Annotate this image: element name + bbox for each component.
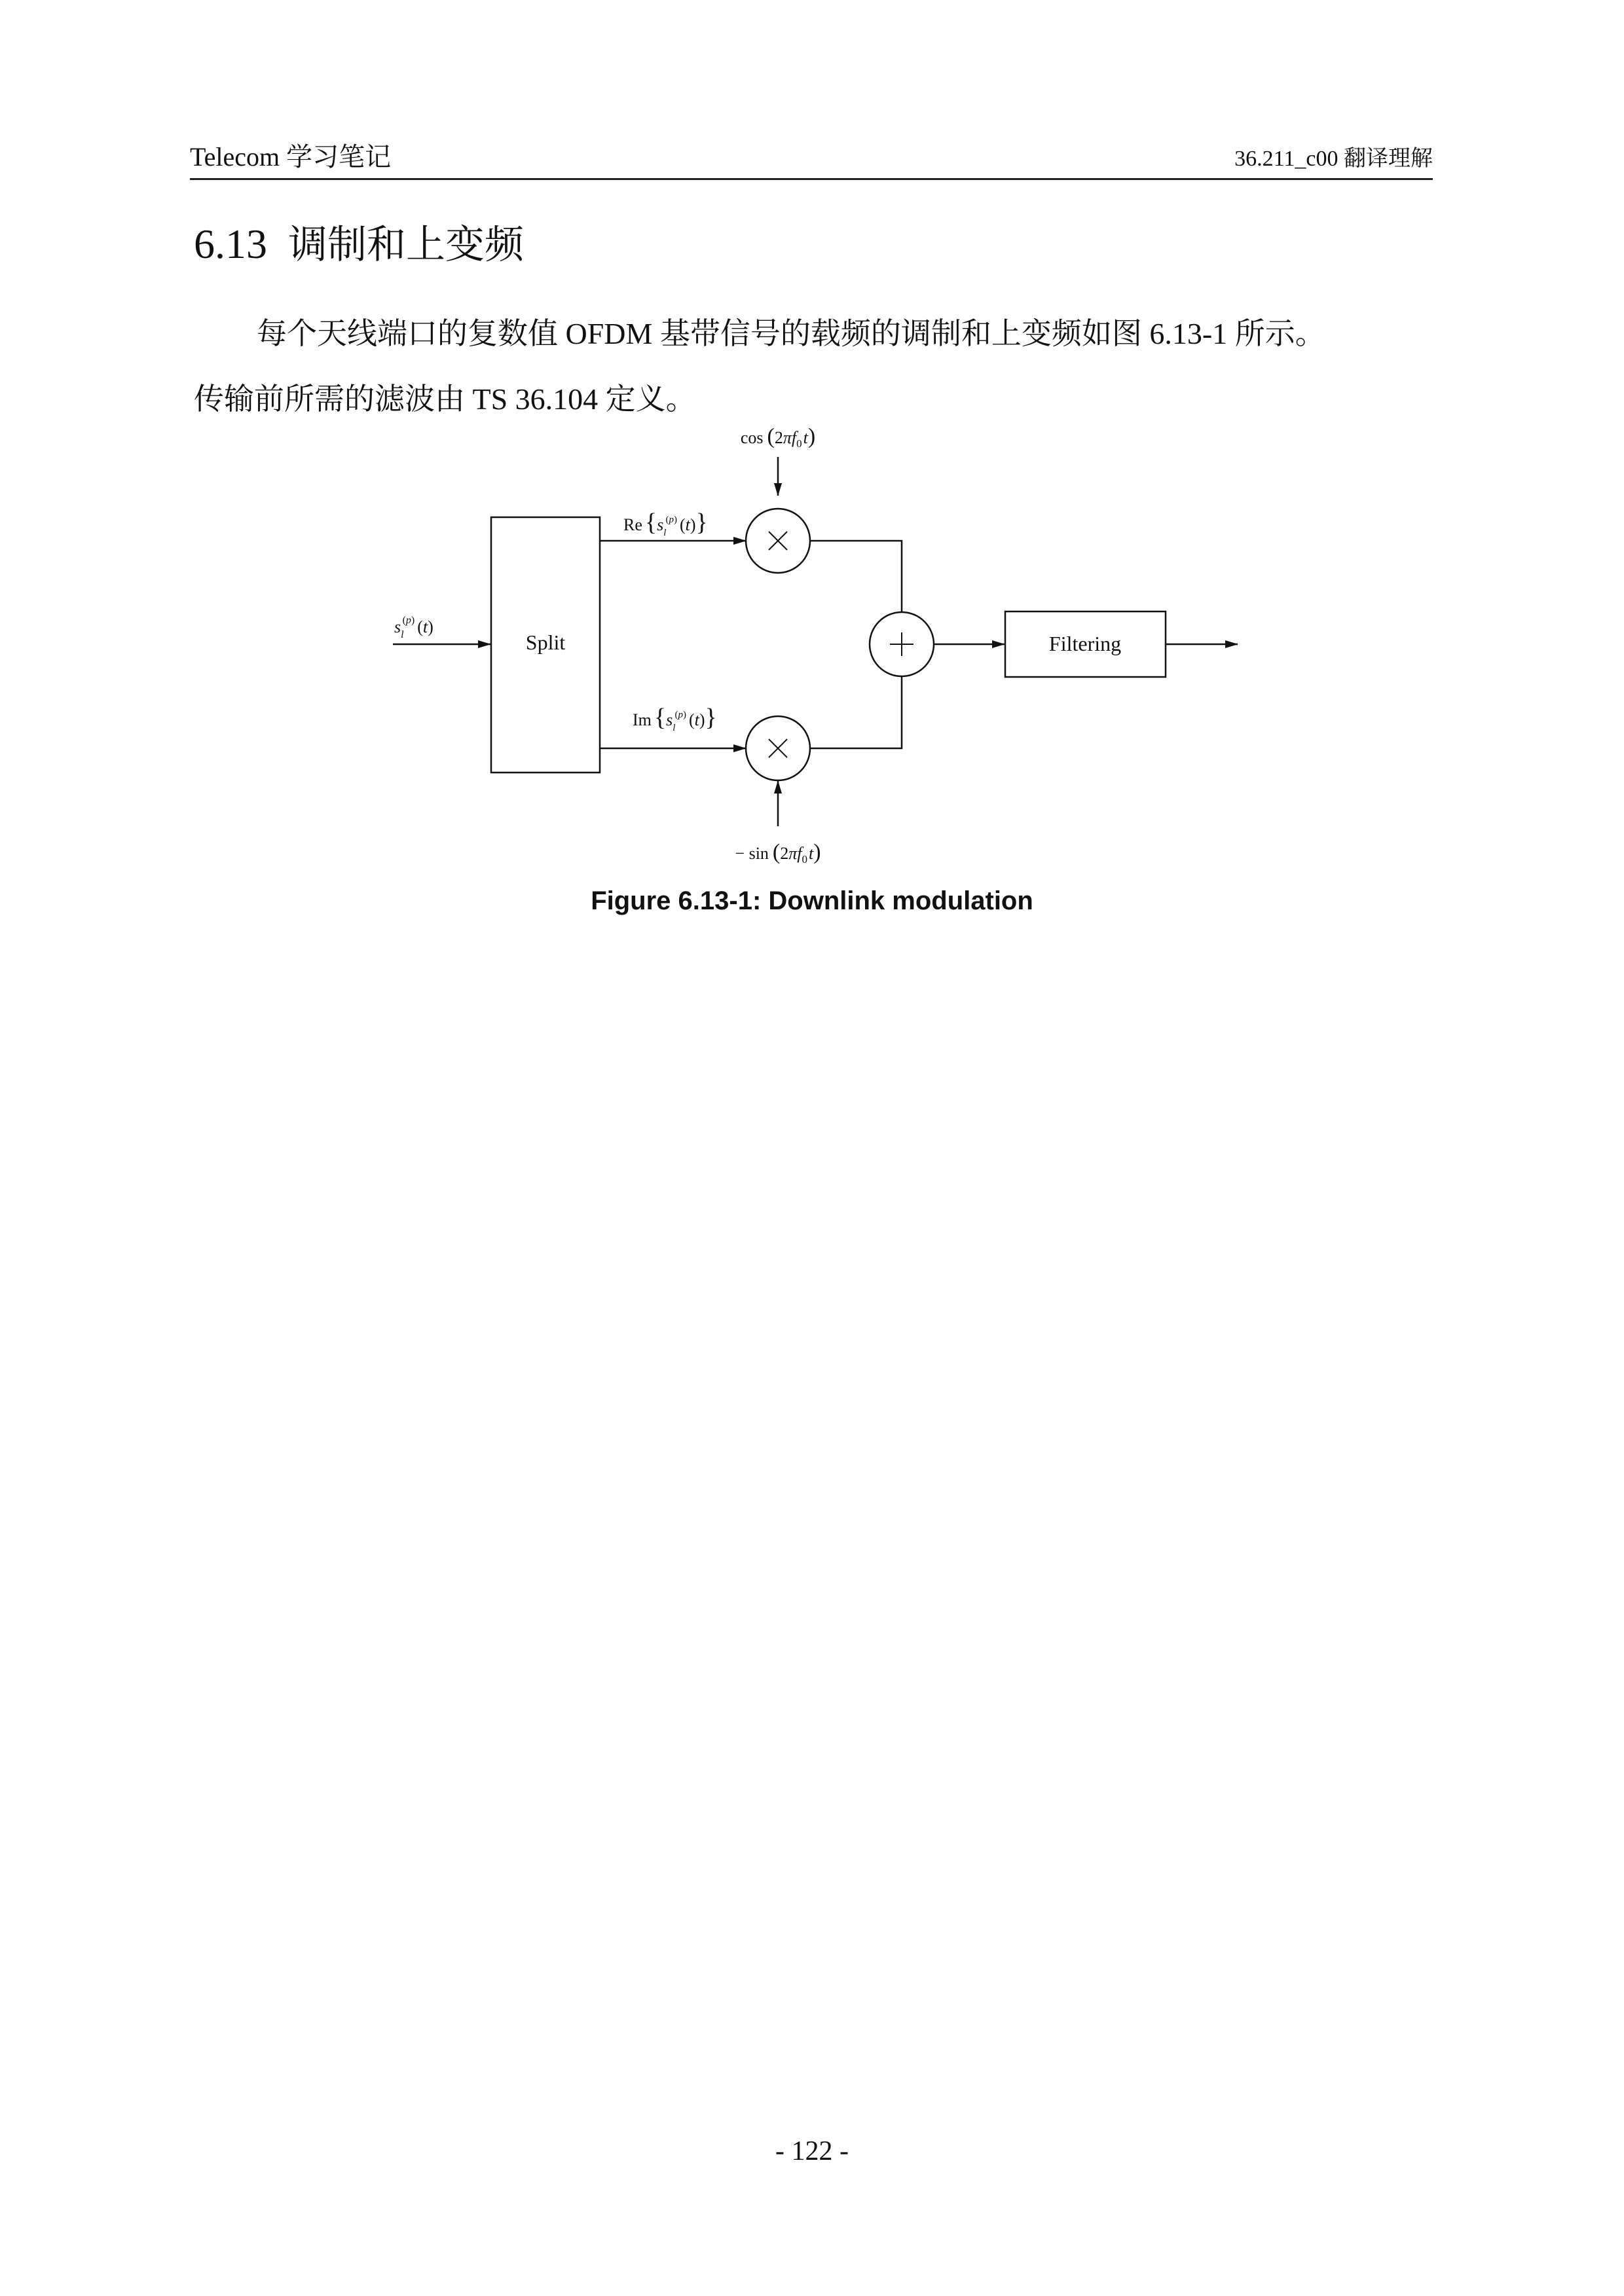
figure-caption: Figure 6.13-1: Downlink modulation — [591, 886, 1033, 915]
input-signal-label: $s_l(p)$ (t) — [394, 615, 434, 640]
sin-carrier-label: − $\sin (2\pi f_0t)$ — [735, 840, 821, 866]
block-diagram — [386, 419, 1251, 877]
bottom-to-adder-line — [810, 676, 902, 748]
section-title-text: 调制和上变频 — [288, 222, 524, 268]
cos-carrier-label: $\cos (2\pi f_0t)$ — [740, 424, 816, 450]
filtering-label: Filtering — [1048, 632, 1122, 655]
real-part-label: Re {$s_l(p)$ (t)} — [623, 509, 708, 538]
header-divider — [190, 178, 1433, 180]
body-paragraph — [194, 301, 1431, 432]
body-line-1: 每个天线端口的复数值 OFDM 基带信号的载频的调制和上变频如图 6.13-1 所示。 — [257, 317, 1325, 350]
page-number: - 122 - — [775, 2136, 849, 2166]
top-to-adder-line — [810, 541, 902, 612]
imaginary-part-label: Im {$s_l(p)$ (t)} — [633, 704, 717, 733]
body-line-2: 传输前所需的滤波由 TS 36.104 定义。 — [194, 382, 696, 416]
downlink-modulation-figure — [386, 419, 1251, 877]
section-heading — [194, 213, 524, 270]
header-left-title: Telecom 学习笔记 — [190, 142, 392, 172]
header-right-title: 36.211_c00 翻译理解 — [1234, 147, 1433, 171]
section-number: 6.13 — [194, 221, 267, 267]
split-label: Split — [525, 630, 566, 654]
